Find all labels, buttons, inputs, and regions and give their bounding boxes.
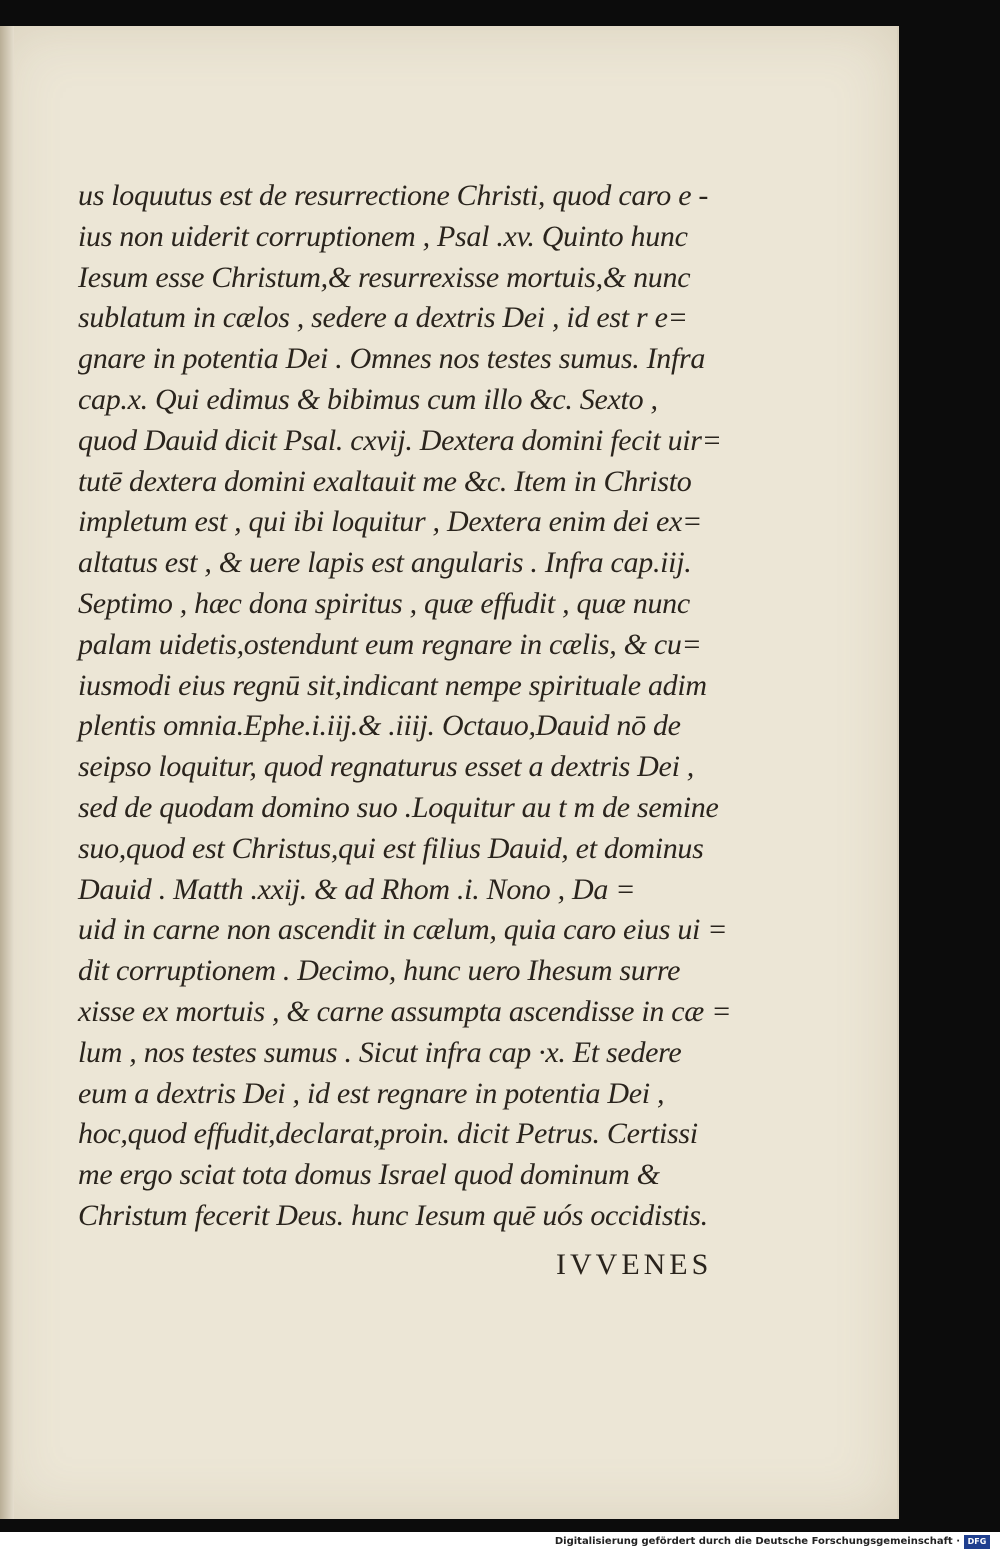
text-line: eum a dextris Dei , id est regnare in potentia Dei ,: [78, 1076, 665, 1110]
text-line: plentis omnia.Ephe.i.iij.& .iiij. Octauo,Dauid nō de: [78, 709, 681, 743]
text-line: impletum est , qui ibi loquitur , Dextera enim dei ex=: [78, 505, 702, 539]
text-line: gnare in potentia Dei . Omnes nos testes sumus. Infra: [78, 342, 706, 376]
text-line: iusmodi eius regnū sit,indicant nempe spirituale adim: [78, 668, 707, 702]
text-line: ius non uiderit corruptionem , Psal .xv. Quinto hunc: [78, 219, 688, 253]
text-line: Iesum esse Christum,& resurrexisse mortuis,& nunc: [78, 260, 691, 294]
digitization-footer: [0, 1532, 1000, 1553]
dfg-logo: DFG: [964, 1535, 990, 1549]
text-line: sed de quodam domino suo .Loquitur au t m de semine: [78, 790, 719, 824]
footer-credit: Digitalisierung gefördert durch die Deutsche Forschungsgemeinschaft ·: [554, 1536, 960, 1547]
text-line: me ergo sciat tota domus Israel quod dominum &: [78, 1158, 660, 1192]
text-line: uid in carne non ascendit in cælum, quia caro eius ui =: [78, 913, 728, 947]
text-line: tutē dextera domini exaltauit me &c. Item in Christo: [78, 464, 692, 498]
text-line: sublatum in cælos , sedere a dextris Dei , id est r e=: [78, 301, 688, 335]
text-line: hoc,quod effudit,declarat,proin. dicit Petrus. Certissi: [78, 1117, 698, 1151]
text-line: cap.x. Qui edimus & bibimus cum illo &c. Sexto ,: [78, 382, 658, 416]
text-line: altatus est , & uere lapis est angularis . Infra cap.iij.: [78, 546, 692, 580]
text-line: xisse ex mortuis , & carne assumpta ascendisse in cæ =: [78, 994, 732, 1028]
book-page: [0, 26, 899, 1519]
text-line: quod Dauid dicit Psal. cxvij. Dextera domini fecit uir=: [78, 423, 722, 457]
text-line: us loquutus est de resurrectione Christi, quod caro e -: [78, 179, 709, 212]
text-block: [78, 176, 732, 1237]
text-line: palam uidetis,ostendunt eum regnare in cælis, & cu=: [78, 627, 702, 661]
text-line: Christum fecerit Deus. hunc Iesum quē uós occidistis.: [78, 1198, 708, 1232]
text-line: suo,quod est Christus,qui est filius Dauid, et dominus: [78, 831, 704, 865]
text-line: seipso loquitur, quod regnaturus esset a dextris Dei ,: [78, 750, 694, 784]
page-gutter-edge: [0, 26, 14, 1519]
text-line: Septimo , hæc dona spiritus , quæ effudit , quæ nunc: [78, 586, 690, 620]
text-line: Dauid . Matth .xxij. & ad Rhom .i. Nono , Da =: [78, 872, 636, 906]
text-line: dit corruptionem . Decimo, hunc uero Ihesum surre: [78, 954, 681, 988]
text-line: lum , nos testes sumus . Sicut infra cap ·x. Et sedere: [78, 1035, 682, 1069]
catchword: IVVENES: [556, 1248, 713, 1281]
